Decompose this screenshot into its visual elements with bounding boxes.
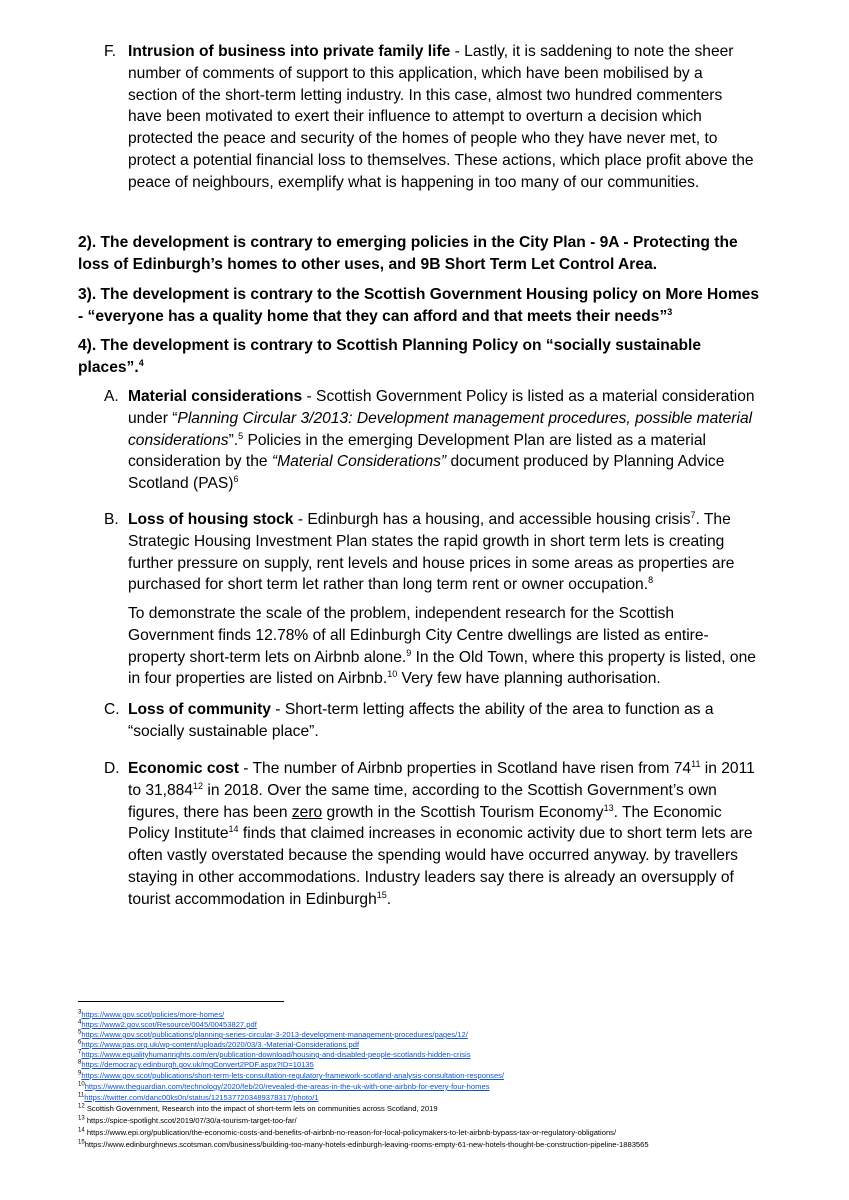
footnote-divider	[78, 1001, 284, 1002]
point-4-footnote-ref: 4	[138, 357, 144, 368]
footnote-12	[78, 1104, 438, 1113]
footnote-number: 9	[78, 1070, 82, 1077]
footnote-number: 6	[78, 1039, 82, 1046]
item-d-text-6: finds that claimed increases in economic activity due to short term lets are often vastly overstated because the spending would have occurred anyway. by travellers staying in other accommodations. Industry leaders say there is already an oversupply of tourist accommodation in Edinburgh	[128, 825, 753, 908]
item-a-document-title: “Material Considerations”	[271, 453, 447, 471]
footnote-link[interactable]: https://www.pas.org.uk/wp-content/uploads/2020/03/3.-Material-Considerations.pdf	[81, 1040, 360, 1049]
item-f-letter: F.	[104, 43, 117, 60]
footnote-text: https://www.edinburghnews.scotsman.com/business/building-too-many-hotels-edinburgh-leaving-rooms-empty-61-new-hotels-thought-be-construction-pipeline-1883565	[84, 1140, 649, 1149]
item-c-letter: C.	[104, 701, 120, 718]
item-c-paragraph	[128, 699, 740, 743]
point-2-heading: 2). The development is contrary to emerging policies in the City Plan - 9A - Protecting the loss of Edinburgh’s homes to other uses, and 9B Short Term Let Control Area.	[78, 234, 738, 273]
point-3-text: 3). The development is contrary to the Scottish Government Housing policy on More Homes - “everyone has a quality home that they can afford and that meets their needs”	[78, 286, 760, 325]
footnote-4	[78, 1020, 257, 1029]
footnote-15	[78, 1140, 649, 1149]
footnote-link[interactable]: https://www.equalityhumanrights.com/en/publication-download/housing-and-disabled-people-scotlands-hidden-crisis	[81, 1050, 471, 1059]
footnote-link[interactable]: https://democracy.edinburgh.gov.uk/mgConvert2PDF.aspx?ID=10135	[81, 1060, 314, 1069]
item-d-footnote-ref-15: 15	[376, 889, 387, 900]
item-d-footnote-ref-14: 14	[228, 824, 239, 835]
footnote-text: https://spice-spotlight.scot/2019/07/30/a-tourism-target-too-far/	[86, 1116, 297, 1125]
point-4-heading	[78, 335, 768, 379]
item-f-heading: Intrusion of business into private family life	[128, 43, 451, 60]
footnote-number: 8	[78, 1059, 82, 1066]
item-b-paragraph-2	[128, 603, 760, 690]
point-3-heading	[78, 284, 768, 328]
footnote-11	[78, 1093, 319, 1102]
footnote-number: 15	[78, 1139, 85, 1146]
item-c-text: - Short-term letting affects the ability of the area to function as a “socially sustainable place”.	[128, 701, 714, 740]
item-a-paragraph	[128, 386, 758, 495]
footnote-link[interactable]: https://www2.gov.scot/Resource/0045/00453827.pdf	[81, 1020, 257, 1029]
footnote-number: 10	[78, 1081, 85, 1088]
item-a-text-2: ”.	[228, 431, 239, 449]
item-d-zero-underlined: zero	[291, 803, 323, 821]
item-d-text-4: growth in the Scottish Tourism Economy	[322, 803, 604, 821]
footnote-number: 11	[78, 1092, 85, 1099]
footnote-5	[78, 1030, 468, 1039]
item-d-text-3: in 2018. Over the same time, according to the Scottish Government’s own figures, there has been	[128, 781, 717, 821]
item-b-footnote-ref-7: 7	[690, 509, 696, 520]
item-b-heading: Loss of housing stock	[128, 511, 294, 528]
item-d-text-5: . The Economic Policy Institute	[128, 803, 722, 843]
item-b-text-5: Very few have planning authorisation.	[397, 670, 661, 688]
footnote-link[interactable]: https://www.theguardian.com/technology/2020/feb/20/revealed-the-areas-in-the-uk-with-one-airbnb-for-every-four-homes	[84, 1082, 490, 1091]
footnote-13	[78, 1116, 297, 1125]
item-d-footnote-ref-11: 11	[691, 758, 701, 769]
footnote-7	[78, 1050, 471, 1059]
footnote-link[interactable]: https://www.gov.scot/policies/more-homes/	[81, 1010, 225, 1019]
footnote-text: Scottish Government, Research into the impact of short-term lets on communities across Scotland, 2019	[86, 1104, 438, 1113]
item-a-letter: A.	[104, 388, 119, 405]
item-f-paragraph	[128, 41, 756, 194]
footnote-number: 12	[78, 1103, 85, 1110]
footnote-link[interactable]: https://www.gov.scot/publications/planning-series-circular-3-2013-development-management-procedures/pages/12/	[81, 1030, 468, 1039]
item-a-footnote-ref-5: 5	[238, 430, 244, 441]
footnote-9	[78, 1071, 504, 1080]
item-c-heading: Loss of community	[128, 701, 271, 718]
footnote-14	[78, 1128, 616, 1137]
footnote-number: 4	[78, 1019, 82, 1026]
footnote-link[interactable]: https://twitter.com/danc00ks0n/status/1215377203489378317/photo/1	[84, 1093, 319, 1102]
item-b-paragraph-1	[128, 509, 758, 596]
item-a-text-4: document produced by Planning Advice Scotland (PAS)	[128, 453, 725, 493]
item-b-footnote-ref-9: 9	[406, 647, 412, 658]
item-d-footnote-ref-12: 12	[193, 780, 204, 791]
footnote-3	[78, 1010, 224, 1019]
item-d-paragraph	[128, 758, 758, 911]
footnote-number: 3	[78, 1009, 82, 1016]
item-b-letter: B.	[104, 511, 119, 528]
item-f-text: - Lastly, it is saddening to note the sheer number of comments of support to this application, which have been mobilised by a section of the short-term letting industry. In this case, almost two hundred commenters have been motivated to exert their influence to attempt to overturn a decision which protected the peace and security of the homes of people who they have never met, to protect a potential financial loss to themselves. These actions, which place profit above the peace of neighbours, exemplify what is happening in too many of our communities.	[128, 43, 754, 191]
footnote-number: 13	[78, 1115, 85, 1122]
footnote-10	[78, 1082, 489, 1091]
point-4-text: 4). The development is contrary to Scottish Planning Policy on “socially sustainable places”.	[78, 337, 702, 376]
footnote-8	[78, 1060, 314, 1069]
item-d-text-1: - The number of Airbnb properties in Scotland have risen from 74	[238, 760, 692, 777]
item-d-text-7: .	[386, 890, 392, 908]
item-b-text-1: - Edinburgh has a housing, and accessible housing crisis	[293, 511, 691, 528]
item-d-heading: Economic cost	[128, 760, 239, 777]
item-b-footnote-ref-8: 8	[648, 575, 654, 586]
footnote-number: 5	[78, 1029, 82, 1036]
footnote-6	[78, 1040, 359, 1049]
item-d-footnote-ref-13: 13	[603, 802, 614, 813]
point-3-footnote-ref: 3	[667, 306, 673, 317]
item-b-text-4: In the Old Town, where this property is listed, one in four properties are listed on Airbnb.	[128, 648, 756, 688]
item-d-text-2: in 2011 to 31,884	[128, 760, 755, 799]
footnote-link[interactable]: https://www.gov.scot/publications/short-term-lets-consultation-regulatory-framework-scotland-analysis-consultation-responses/	[81, 1071, 505, 1080]
item-a-text-3: Policies in the emerging Development Plan are listed as a material consideration by the	[128, 431, 706, 471]
item-d-letter: D.	[104, 760, 120, 777]
footnote-text: https://www.epi.org/publication/the-economic-costs-and-benefits-of-airbnb-no-reason-for-local-policymakers-to-let-airbnb-bypass-tax-or-regulatory-obligations/	[86, 1128, 617, 1137]
footnote-number: 7	[78, 1049, 82, 1056]
footnote-number: 14	[78, 1127, 85, 1134]
item-a-circular-title: Planning Circular 3/2013: Development management procedures, possible material considerations	[128, 409, 753, 449]
item-a-text-1: - Scottish Government Policy is listed as a material consideration under “	[128, 388, 755, 427]
item-a-heading: Material considerations	[128, 388, 303, 405]
item-a-footnote-ref-6: 6	[233, 474, 239, 484]
item-b-footnote-ref-10: 10	[387, 669, 398, 680]
item-b-text-2: . The Strategic Housing Investment Plan states the rapid growth in short term lets is creating further pressure on supply, rent levels and house prices in some areas as properties are purchased for short term let rather than long term rent or owner occupation.	[128, 511, 735, 594]
item-b-text-3: To demonstrate the scale of the problem, independent research for the Scottish Government finds 12.78% of all Edinburgh City Centre dwellings are listed as entire-property short-term lets on Airbnb alone.	[128, 605, 709, 666]
